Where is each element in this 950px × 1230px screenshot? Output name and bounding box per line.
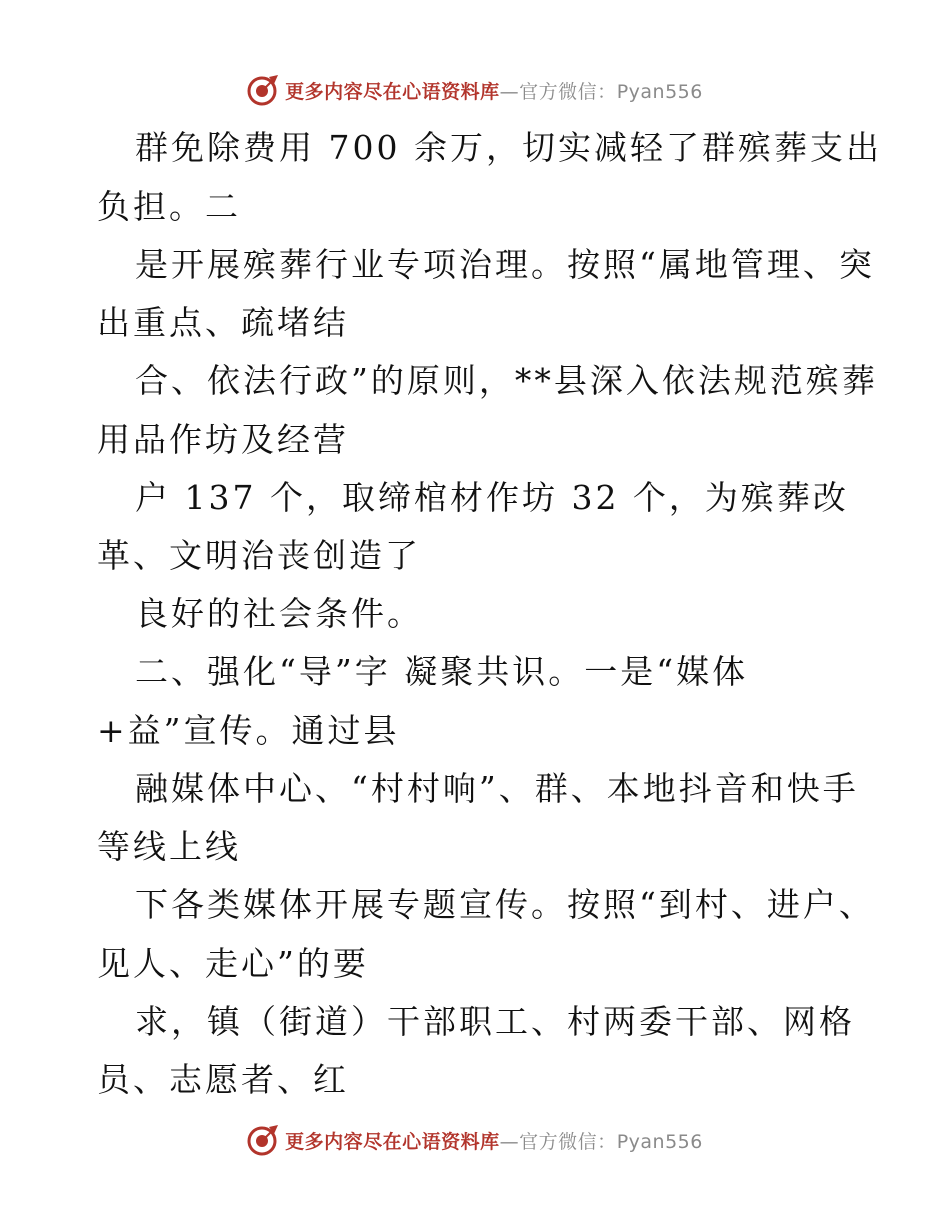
text-line: 用品作坊及经营 <box>97 420 349 459</box>
text-line: 求，镇（街道）干部职工、村两委干部、网格 <box>135 1002 855 1041</box>
text-line: 见人、走心”的要 <box>97 944 369 983</box>
text-line: 合、依法行政”的原则，**县深入依法规范殡葬 <box>135 361 878 400</box>
text-line: 户 137 个，取缔棺材作坊 32 个，为殡葬改 <box>135 478 849 517</box>
text-line: 等线上线 <box>97 827 241 866</box>
text-line: 良好的社会条件。 <box>135 594 423 633</box>
watermark-suffix: 官方微信： <box>519 1130 617 1153</box>
watermark-wechat-id: Pyan556 <box>616 80 703 103</box>
text-line: 员、志愿者、红 <box>97 1060 349 1099</box>
watermark-dash: — <box>499 80 520 103</box>
watermark-suffix: 官方微信： <box>519 80 617 103</box>
text-line: +益”宣传。通过县 <box>97 711 400 750</box>
text-line: 二、强化“导”字 凝聚共识。一是“媒体 <box>135 652 749 691</box>
watermark-text <box>285 1127 703 1154</box>
text-line: 负担。二 <box>97 187 241 226</box>
text-line: 是开展殡葬行业专项治理。按照“属地管理、突 <box>135 245 875 284</box>
text-line: 革、文明治丧创造了 <box>97 536 421 575</box>
text-line: 群免除费用 700 余万，切实减轻了群殡葬支出 <box>135 128 882 167</box>
watermark-brand: 更多内容尽在心语资料库 <box>285 80 500 103</box>
footer-watermark <box>0 1120 950 1160</box>
watermark-wechat-id: Pyan556 <box>616 1130 703 1153</box>
watermark-dash: — <box>499 1130 520 1153</box>
watermark-brand: 更多内容尽在心语资料库 <box>285 1130 500 1153</box>
text-line: 出重点、疏堵结 <box>97 303 349 342</box>
text-line: 融媒体中心、“村村响”、群、本地抖音和快手 <box>135 769 859 808</box>
text-line: 下各类媒体开展专题宣传。按照“到村、进户、 <box>135 885 875 924</box>
red-quill-seal-icon <box>247 1123 281 1157</box>
